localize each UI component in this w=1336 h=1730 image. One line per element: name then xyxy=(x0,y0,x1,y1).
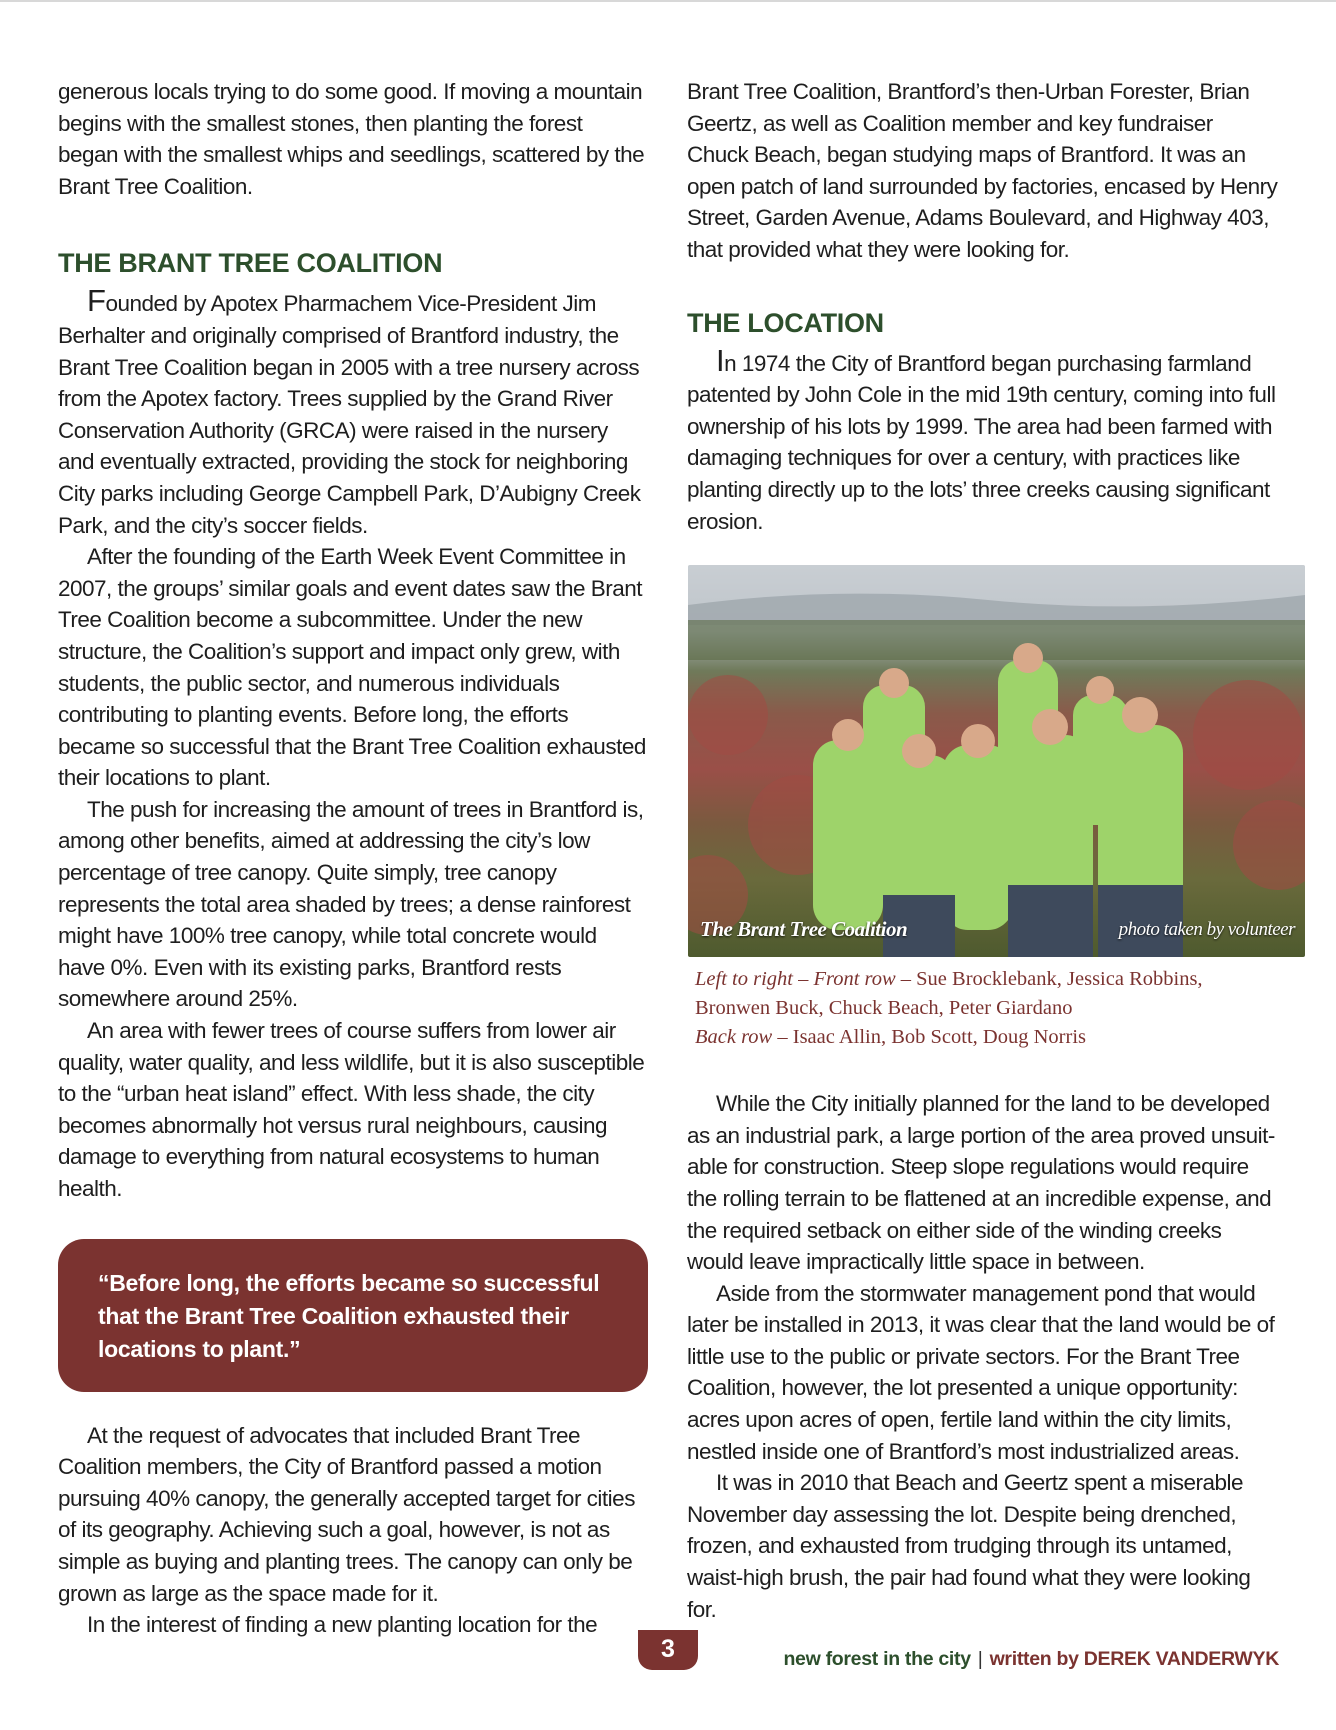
section-heading-the-location: THE LOCATION xyxy=(687,307,884,338)
drop-cap: F xyxy=(87,283,106,319)
front-row-names: Sue Brocklebank, Jessica Robbins, Bronwen Buck, Chuck Beach, Peter Giardano xyxy=(695,968,1203,1020)
back-row-names: Isaac Allin, Bob Scott, Doug Norris xyxy=(787,1026,1086,1049)
left-paragraph-3: The push for increasing the amount of trees in Brantford is, among other benefits, aimed at addressing the city’s low percentage of tree canopy. Quite simply, tree canopy represents the total area shaded by trees; a dense rainforest might have 100% tree canopy, while total concrete would have 0%. Even with its existing parks, Brantford rests somewhere around 25%. xyxy=(58,796,644,1012)
right-paragraph-4: It was in 2010 that Beach and Geertz spent a miserable November day assessing the lot. Despite being drenched, frozen, and exhausted from trudging through its untamed, waist-high brush, the pair had found what they were looking for. xyxy=(687,1470,1251,1622)
group-photo-illustration xyxy=(688,565,1305,957)
left-paragraph-1 xyxy=(58,283,648,541)
footer-title: new forest in the city xyxy=(783,1648,971,1670)
right-paragraph-2: While the City initially planned for the land to be developed as an industrial park, a large portion of the area proved unsuitable for construction. Steep slope regulations would require the rolling terrain to be flattened at an incredible expense, and the required setback on either side of the winding creeks would leave impractically little space in between. xyxy=(687,1091,1276,1275)
front-row-label: Left to right – Front row – xyxy=(695,968,912,991)
drop-cap: I xyxy=(716,342,725,378)
people-group xyxy=(813,643,1183,957)
left-paragraph-5: At the request of advocates that included Brant Tree Coalition members, the City of Brantford passed a motion pursuing 40% canopy, the generally accepted target for cities of its geography. Achieving such a goal, however, is not as simple as buying and planting trees. The canopy can only be grown as large as the space made for it. xyxy=(58,1422,635,1606)
footer-running-title xyxy=(783,1648,1279,1671)
photo-caption: The Brant Tree Coalition xyxy=(700,916,908,941)
photo-credit: photo taken by volunteer xyxy=(1118,918,1295,940)
group-photo xyxy=(688,565,1305,957)
left-column xyxy=(58,76,648,1641)
left-paragraph-4: An area with fewer trees of course suffers from lower air quality, water quality, and less wildlife, but it is also susceptible to the “urban heat island” effect. With less shade, the city becomes abnormally hot versus rural neighbours, causing damage to everything from natural ecosystems to human health. xyxy=(58,1018,645,1201)
pull-quote: “Before long, the efforts became so successful that the Brant Tree Coalition exhausted their locations to plant.” xyxy=(58,1239,648,1392)
right-paragraph-3: Aside from the stormwater management pond that would later be installed in 2013, it was clear that the land would be of little use to the public or private sectors. For the Brant Tree Coalition, however, the lot presented a unique opportunity: acres upon acres of open, fertile land within the city limits, nestled inside one of Brantford’s most industrialized areas. xyxy=(687,1280,1275,1464)
left-paragraph-2: After the founding of the Earth Week Event Committee in 2007, the groups’ similar goals and event dates saw the Brant Tree Coalition become a subcommittee. Under the new structure, the Coalition’s support and impact only grew, with students, the public sector, and numerous individuals contributing to planting events. Before long, the efforts became so successful that the Brant Tree Coalition exhausted their locations to plant. xyxy=(58,544,646,791)
left-paragraph-1-text: ounded by Apotex Pharmachem Vice-President Jim Berhalter and originally comprised of Brantford industry, the Brant Tree Coalition began in 2005 with a tree nursery across from the Apotex factory. Trees supplied by the Grand River Conservation Authority (GRCA) were raised in the nursery and eventually extracted, providing the stock for neighboring City parks including George Campbell Park, D’Aubigny Creek Park, and the city’s soccer fields. xyxy=(58,291,641,538)
section-heading-brant-tree-coalition: THE BRANT TREE COALITION xyxy=(58,248,443,279)
photo-names-caption xyxy=(695,965,1279,1052)
page-number: 3 xyxy=(638,1630,698,1670)
footer-separator: | xyxy=(977,1648,983,1670)
right-column xyxy=(687,76,1295,1625)
footer-byline: written by DEREK VANDERWYK xyxy=(989,1648,1279,1670)
left-paragraph-continued: generous locals trying to do some good. If moving a mountain begins with the smallest stones, then planting the forest began with the smallest whips and seedlings, scattered by the Brant Tree Coalition. xyxy=(58,79,645,199)
top-rule xyxy=(0,0,1336,2)
left-paragraph-6: In the interest of finding a new planting location for the xyxy=(87,1612,598,1638)
back-row-label: Back row – xyxy=(695,1026,788,1049)
right-paragraph-continued: Brant Tree Coalition, Brantford’s then-Urban Forester, Brian Geertz, as well as Coalition member and key fundraiser Chuck Beach, began studying maps of Brantford. It was an open patch of land surrounded by factories, encased by Henry Street, Garden Avenue, Adams Boulevard, and Highway 403, that provided what they were looking for. xyxy=(687,79,1278,262)
right-paragraph-1-text: n 1974 the City of Brantford began purchasing farmland patented by John Cole in the mid 19th century, coming into full ownership of his lots by 1999. The area had been farmed with damaging techniques for over a century, with practices like planting directly up to the lots’ three creeks causing significant erosion. xyxy=(687,350,1276,534)
right-paragraph-1 xyxy=(687,342,1279,538)
